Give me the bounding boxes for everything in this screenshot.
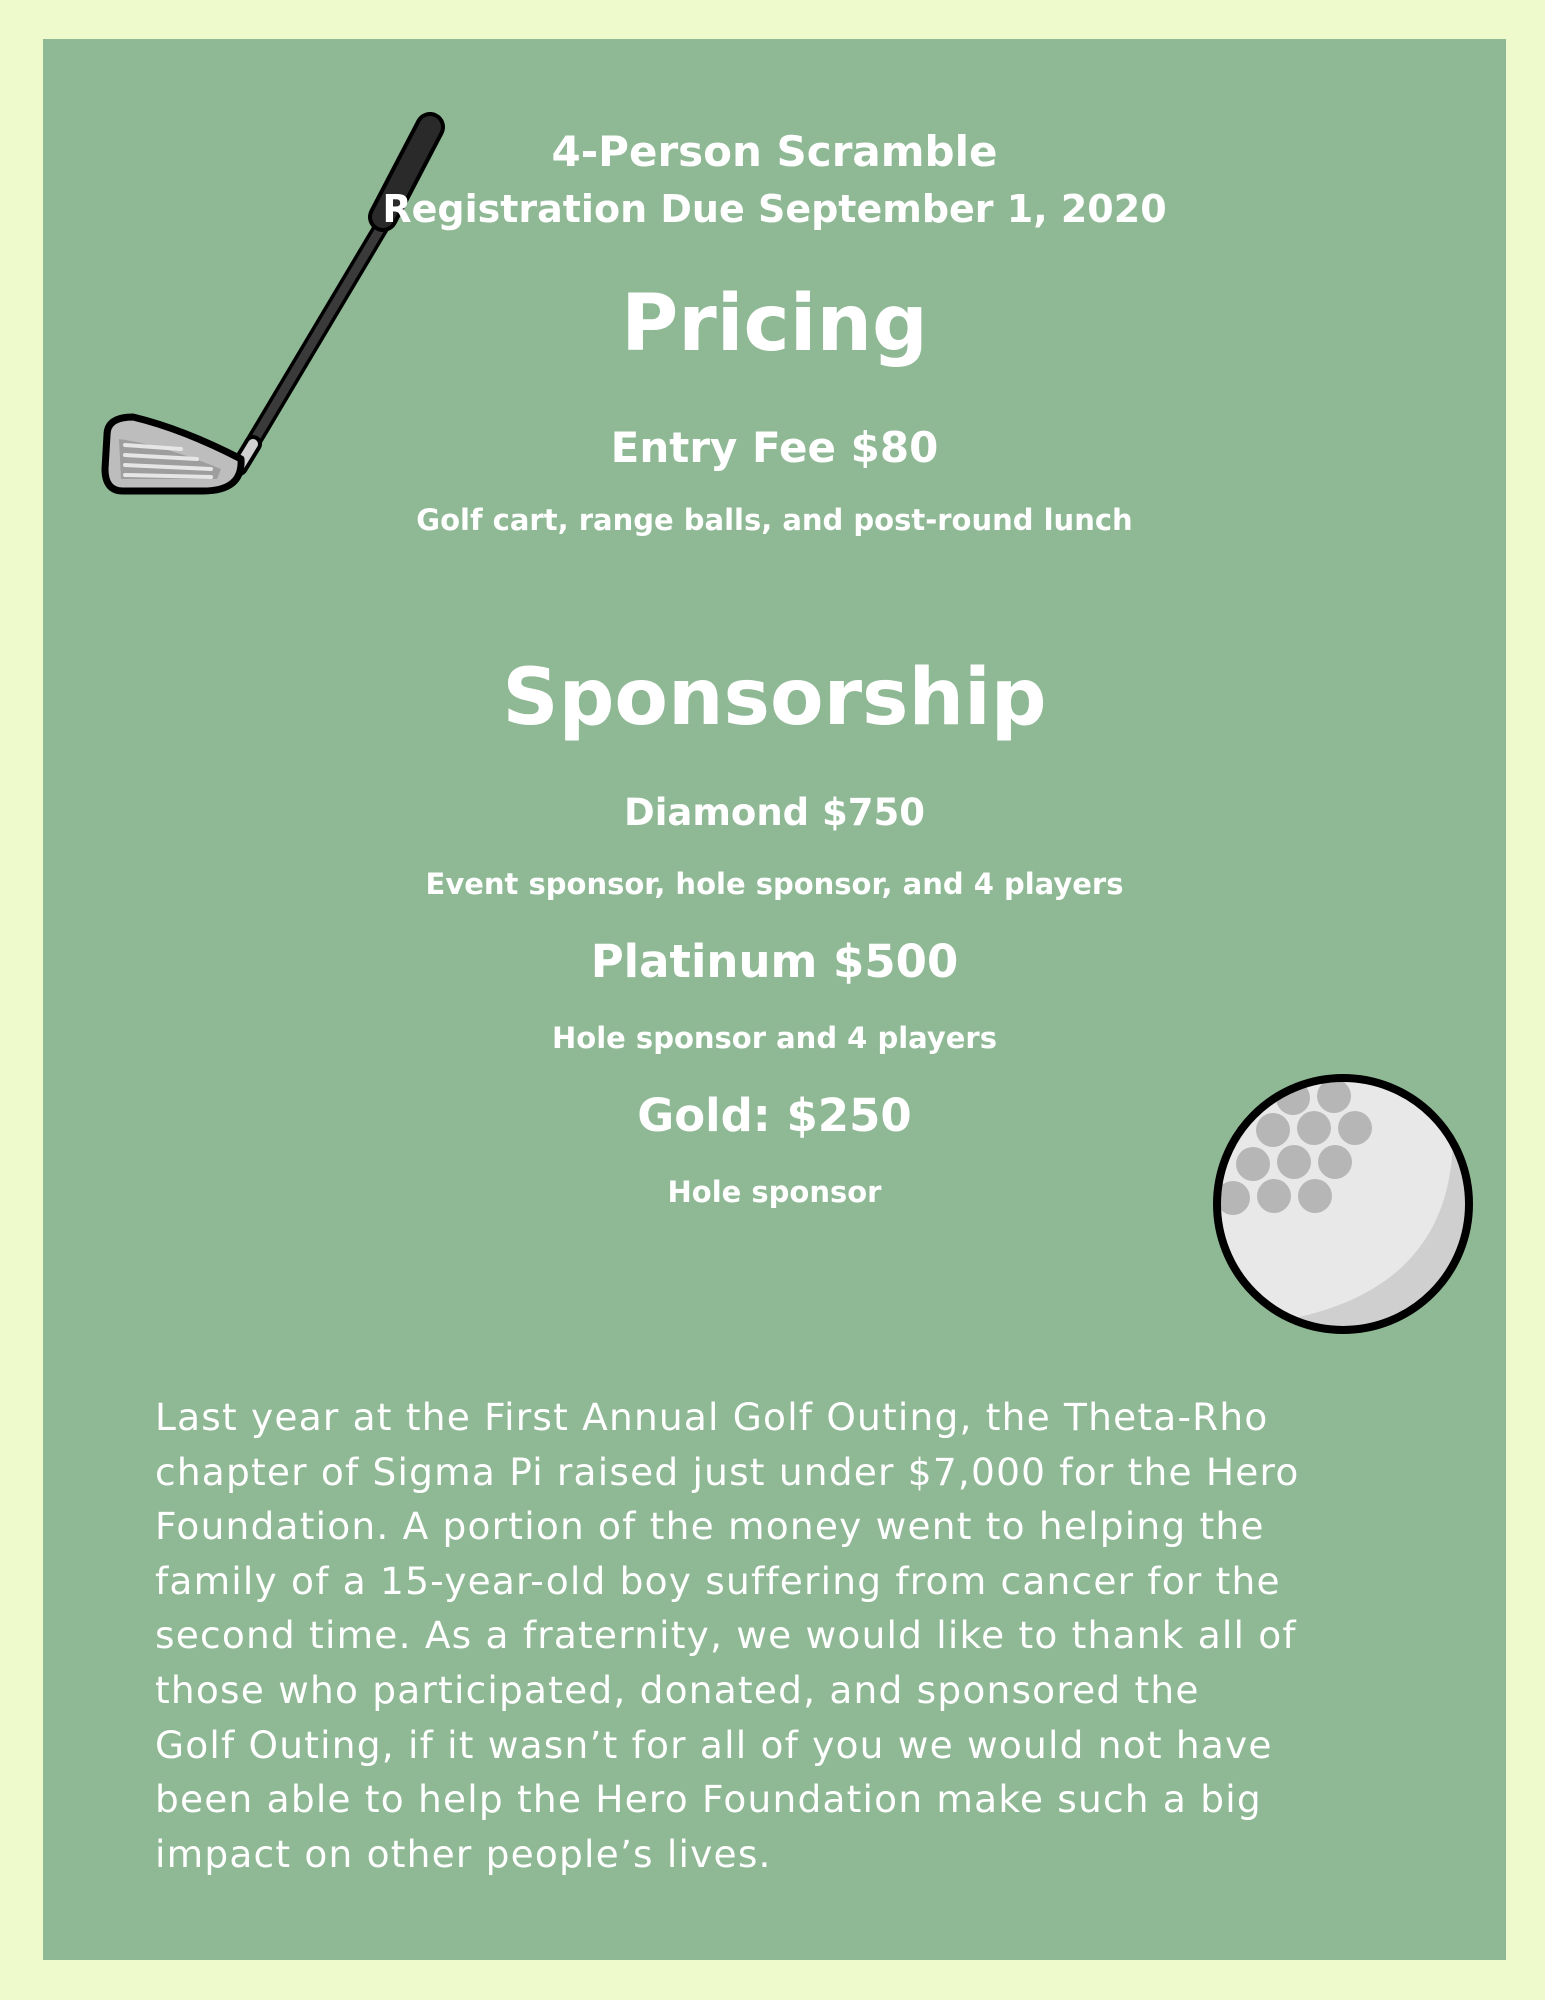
sponsorship-heading: Sponsorship xyxy=(502,653,1047,743)
flyer-panel xyxy=(43,39,1506,1960)
registration-deadline: Registration Due September 1, 2020 xyxy=(382,187,1167,231)
sponsor-tier-platinum-description: Hole sponsor and 4 players xyxy=(552,1021,997,1055)
sponsor-tier-platinum: Platinum $500 xyxy=(590,935,959,988)
sponsor-tier-diamond-description: Event sponsor, hole sponsor, and 4 players xyxy=(425,867,1124,901)
sponsor-tier-gold: Gold: $250 xyxy=(637,1089,912,1142)
sponsor-tier-gold-description: Hole sponsor xyxy=(667,1175,882,1209)
pricing-heading: Pricing xyxy=(621,279,928,369)
outing-recap-paragraph: Last year at the First Annual Golf Outing, the Theta-Rho chapter of Sigma Pi raised just under $7,000 for the Hero Foundation. A portion of the money went to helping the family of a 15-year-old boy suffering from cancer for the second time. As a fraternity, we would like to thank all of those who participated, donated, and sponsored the Golf Outing, if it wasn’t for all of you we would not have been able to help the Hero Foundation make such a big impact on other people’s lives. xyxy=(155,1395,1300,1876)
event-format: 4-Person Scramble xyxy=(551,127,998,176)
sponsor-tier-diamond: Diamond $750 xyxy=(623,791,926,834)
entry-fee-description: Golf cart, range balls, and post-round lunch xyxy=(416,503,1133,537)
golf-ball-icon xyxy=(1203,1064,1483,1344)
entry-fee: Entry Fee $80 xyxy=(610,423,939,472)
